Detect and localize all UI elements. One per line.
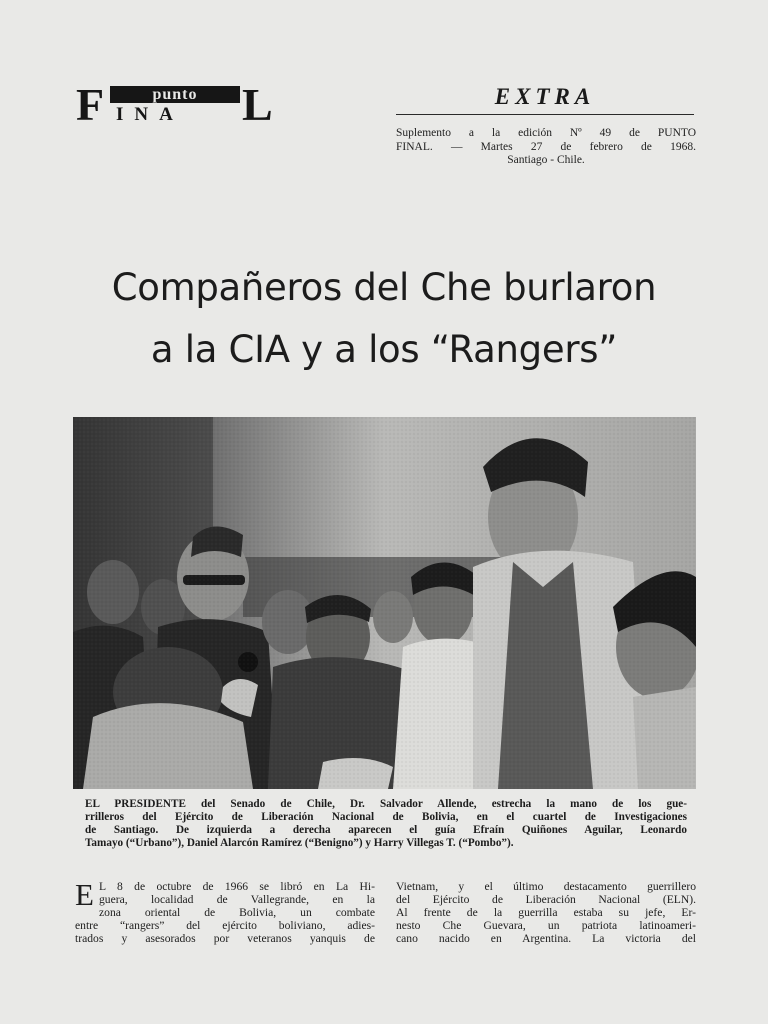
supplement-line: Suplemento a la edición Nº 49 de PUNTO [396, 127, 696, 139]
supplement-note [396, 127, 696, 168]
masthead-letter-f: F [76, 79, 105, 130]
body-line: del Ejército de Liberación Nacional (ELN). [396, 893, 696, 906]
masthead-final-rest: INA [116, 104, 184, 125]
masthead-punto-bar [110, 86, 240, 103]
caption-line: rrilleros del Ejército de Liberación Nacional de Bolivia, en el cuartel de Investigaciones [85, 811, 687, 823]
body-line: Vietnam, y el último destacamento guerrillero [396, 880, 696, 893]
body-line: Al frente de la guerrilla estaba su jefe, Er- [396, 906, 696, 919]
press-photo [73, 417, 696, 789]
press-photo-illustration [73, 417, 696, 789]
headline [60, 257, 708, 381]
caption-line: de Santiago. De izquierda a derecha aparecen el guía Efraín Quiñones Aguilar, Leonardo [85, 824, 687, 836]
body-line: L 8 de octubre de 1966 se libró en La Hi- [99, 880, 375, 893]
supplement-line: FINAL. — Martes 27 de febrero de 1968. [396, 140, 696, 153]
body-column-right [396, 880, 696, 945]
headline-line: a la CIA y a los “Rangers” [150, 327, 618, 371]
caption-line: EL PRESIDENTE del Senado de Chile, Dr. Salvador Allende, estrecha la mano de los gue- [85, 798, 687, 810]
body-line: zona oriental de Bolivia, un combate [99, 906, 375, 919]
body-line: cano nacido en Argentina. La victoria del [396, 932, 696, 945]
caption-line: Tamayo (“Urbano”), Daniel Alarcón Ramírez (“Benigno”) y Harry Villegas T. (“Pombo”). [85, 837, 514, 849]
extra-label: EXTRA [494, 84, 596, 109]
body-line: nesto Che Guevara, un patriota latinoameri- [396, 919, 696, 932]
body-line: guera, localidad de Vallegrande, en la [99, 893, 375, 906]
masthead-punto: punto [152, 86, 198, 103]
masthead-letter-l: L [242, 79, 273, 130]
body-line: entre “rangers” del ejército boliviano, adies- [75, 919, 375, 932]
drop-cap: E [75, 877, 94, 912]
photo-caption [85, 798, 687, 850]
extra-rule [396, 114, 694, 115]
headline-line: Compañeros del Che burlaron [111, 265, 657, 309]
body-line: trados y asesorados por veteranos yanquis de [75, 932, 375, 945]
supplement-line: Santiago - Chile. [507, 154, 585, 166]
body-column-left [75, 877, 375, 945]
masthead-logo [76, 80, 278, 130]
